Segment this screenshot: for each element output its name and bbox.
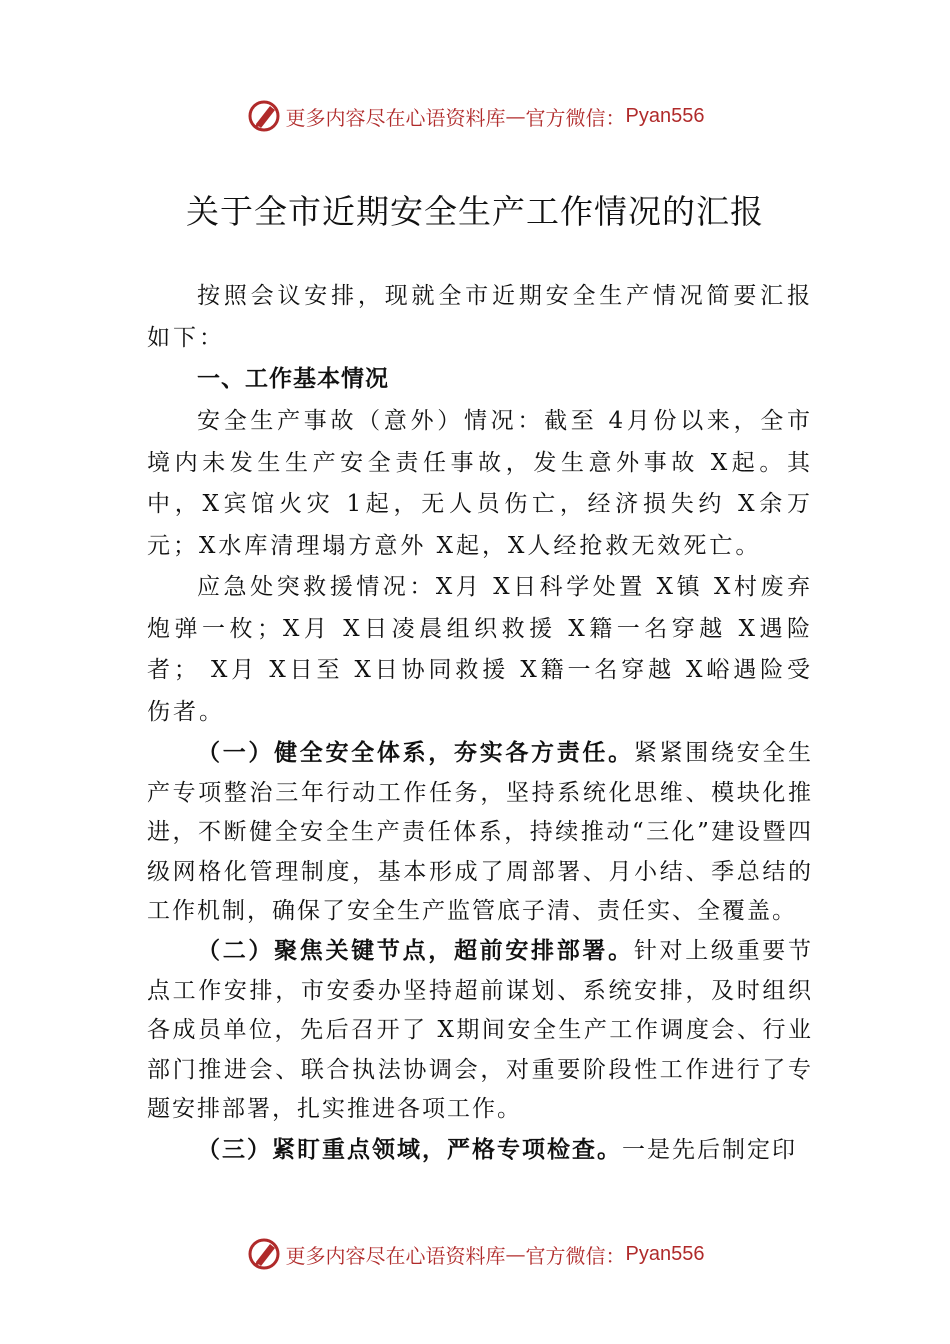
accidents-paragraph: 安全生产事故（意外）情况：截至 4月份以来，全市境内未发生生产安全责任事故，发生意外事故 X起。其中，X宾馆火灾 1起，无人员伤亡，经济损失约 X余万元；X水库清理塌方意外 X起，X人经抢救无效死亡。 [147, 408, 813, 559]
banner-wechat-label: 官方微信： [525, 1243, 626, 1268]
header-banner [0, 96, 950, 136]
item3-title: （三）紧盯重点领域，严格专项检查。 [197, 1136, 622, 1163]
banner-wechat-label: 官方微信： [525, 105, 626, 130]
banner-brand: 更多内容尽在心语资料库 [285, 1243, 506, 1268]
document-title: 关于全市近期安全生产工作情况的汇报 [186, 192, 764, 231]
item3-paragraph [147, 1130, 813, 1171]
item1-paragraph [147, 733, 813, 932]
banner-handle: Pyan556 [625, 104, 705, 127]
pen-logo-icon [246, 1236, 282, 1272]
banner-dash: — [505, 104, 526, 128]
rescue-paragraph: 应急处突救援情况：X月 X日科学处置 X镇 X村废弃炮弹一枚；X月 X日凌晨组织救援 X籍一名穿越 X遇险者； X月 X日至 X日协同救援 X籍一名穿越 X峪遇险受伤者。 [147, 574, 813, 725]
intro-paragraph: 按照会议安排，现就全市近期安全生产情况简要汇报如下： [147, 283, 813, 351]
item3-body: 一是先后制定印 [622, 1137, 797, 1163]
item2-paragraph [147, 931, 813, 1130]
banner-dash: — [505, 1242, 526, 1266]
pen-logo-icon [246, 98, 282, 134]
item2-body: 针对上级重要节点工作安排，市安委办坚持超前谋划、系统安排，及时组织各成员单位，先后召开了 X期间安全生产工作调度会、行业部门推进会、联合执法协调会，对重要阶段性工作进行了专题安排部署，扎实推进各项工作。 [147, 938, 814, 1123]
item2-title: （二）聚焦关键节点，超前安排部署。 [197, 937, 634, 964]
section-heading: 一、工作基本情况 [197, 366, 389, 392]
footer-banner [0, 1234, 950, 1274]
banner-brand: 更多内容尽在心语资料库 [285, 105, 506, 130]
item1-body: 紧紧围绕安全生产专项整治三年行动工作任务，坚持系统化思维、模块化推进，不断健全安全生产责任体系，持续推动“三化”建设暨四级网格化管理制度，基本形成了周部署、月小结、季总结的工作机制，确保了安全生产监管底子清、责任实、全覆盖。 [147, 740, 814, 925]
banner-handle: Pyan556 [625, 1242, 705, 1265]
item1-title: （一）健全安全体系，夯实各方责任。 [197, 739, 634, 766]
